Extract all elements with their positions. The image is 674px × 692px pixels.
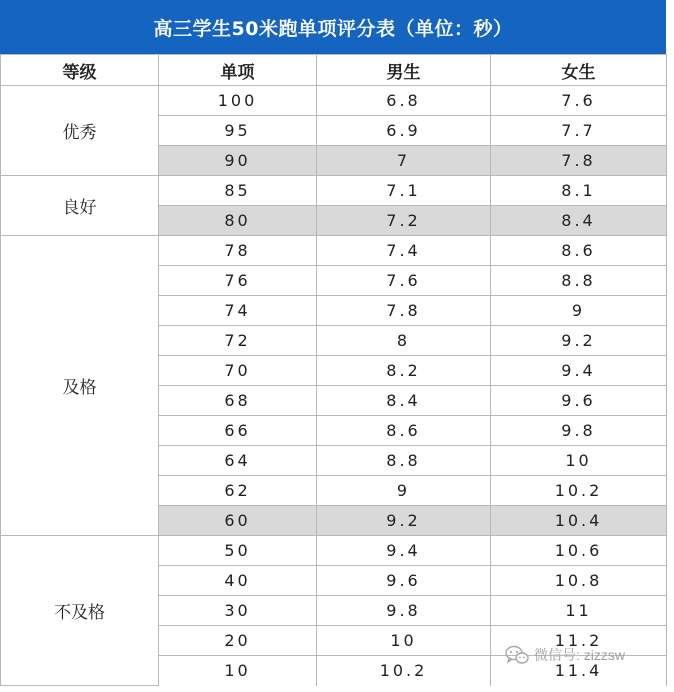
female-time-cell: 8.1: [491, 176, 667, 206]
score-cell: 76: [159, 266, 317, 296]
female-time-cell: 10: [491, 446, 667, 476]
header-row: [1, 55, 667, 86]
male-time-cell: 7.6: [317, 266, 491, 296]
male-time-cell: 7: [317, 146, 491, 176]
grade-cell: 及格: [1, 236, 159, 536]
female-time-cell: 8.8: [491, 266, 667, 296]
female-time-cell: 7.7: [491, 116, 667, 146]
male-time-cell: 9.4: [317, 536, 491, 566]
score-cell: 70: [159, 356, 317, 386]
table-row: [1, 236, 667, 266]
male-time-cell: 8.8: [317, 446, 491, 476]
female-time-cell: 9.2: [491, 326, 667, 356]
grade-cell: 优秀: [1, 86, 159, 176]
female-time-cell: 9.4: [491, 356, 667, 386]
score-cell: 68: [159, 386, 317, 416]
score-cell: 72: [159, 326, 317, 356]
female-time-cell: 10.8: [491, 566, 667, 596]
male-time-cell: 9.6: [317, 566, 491, 596]
male-time-cell: 10: [317, 626, 491, 656]
male-time-cell: 7.4: [317, 236, 491, 266]
female-time-cell: 9: [491, 296, 667, 326]
female-time-cell: 11.2: [491, 626, 667, 656]
score-cell: 90: [159, 146, 317, 176]
male-time-cell: 9.2: [317, 506, 491, 536]
female-time-cell: 10.2: [491, 476, 667, 506]
female-time-cell: 10.4: [491, 506, 667, 536]
female-time-cell: 9.8: [491, 416, 667, 446]
male-time-cell: 8.4: [317, 386, 491, 416]
header-score: 单项: [159, 55, 317, 86]
male-time-cell: 9: [317, 476, 491, 506]
male-time-cell: 8: [317, 326, 491, 356]
female-time-cell: 8.4: [491, 206, 667, 236]
table-title: 高三学生50米跑单项评分表（单位：秒）: [0, 0, 666, 54]
female-time-cell: 11.4: [491, 656, 667, 686]
table-row: [1, 86, 667, 116]
score-cell: 20: [159, 626, 317, 656]
header-grade: 等级: [1, 55, 159, 86]
score-cell: 95: [159, 116, 317, 146]
score-cell: 62: [159, 476, 317, 506]
watermark-text: 微信号: zizzsw: [534, 647, 625, 663]
male-time-cell: 8.2: [317, 356, 491, 386]
male-time-cell: 8.6: [317, 416, 491, 446]
male-time-cell: 6.9: [317, 116, 491, 146]
score-cell: 30: [159, 596, 317, 626]
grade-cell: 不及格: [1, 536, 159, 686]
score-table: [0, 54, 667, 686]
male-time-cell: 7.8: [317, 296, 491, 326]
female-time-cell: 11: [491, 596, 667, 626]
table-row: [1, 536, 667, 566]
score-cell: 64: [159, 446, 317, 476]
score-cell: 80: [159, 206, 317, 236]
score-cell: 50: [159, 536, 317, 566]
female-time-cell: 10.6: [491, 536, 667, 566]
female-time-cell: 9.6: [491, 386, 667, 416]
score-cell: 40: [159, 566, 317, 596]
grade-cell: 良好: [1, 176, 159, 236]
score-cell: 74: [159, 296, 317, 326]
male-time-cell: 7.1: [317, 176, 491, 206]
score-cell: 10: [159, 656, 317, 686]
score-cell: 66: [159, 416, 317, 446]
score-cell: 78: [159, 236, 317, 266]
score-cell: 85: [159, 176, 317, 206]
header-male: 男生: [317, 55, 491, 86]
male-time-cell: 6.8: [317, 86, 491, 116]
table-row: [1, 176, 667, 206]
score-cell: 100: [159, 86, 317, 116]
female-time-cell: 7.8: [491, 146, 667, 176]
female-time-cell: 8.6: [491, 236, 667, 266]
header-female: 女生: [491, 55, 667, 86]
male-time-cell: 10.2: [317, 656, 491, 686]
male-time-cell: 9.8: [317, 596, 491, 626]
male-time-cell: 7.2: [317, 206, 491, 236]
table-body: [1, 86, 667, 686]
score-cell: 60: [159, 506, 317, 536]
female-time-cell: 7.6: [491, 86, 667, 116]
